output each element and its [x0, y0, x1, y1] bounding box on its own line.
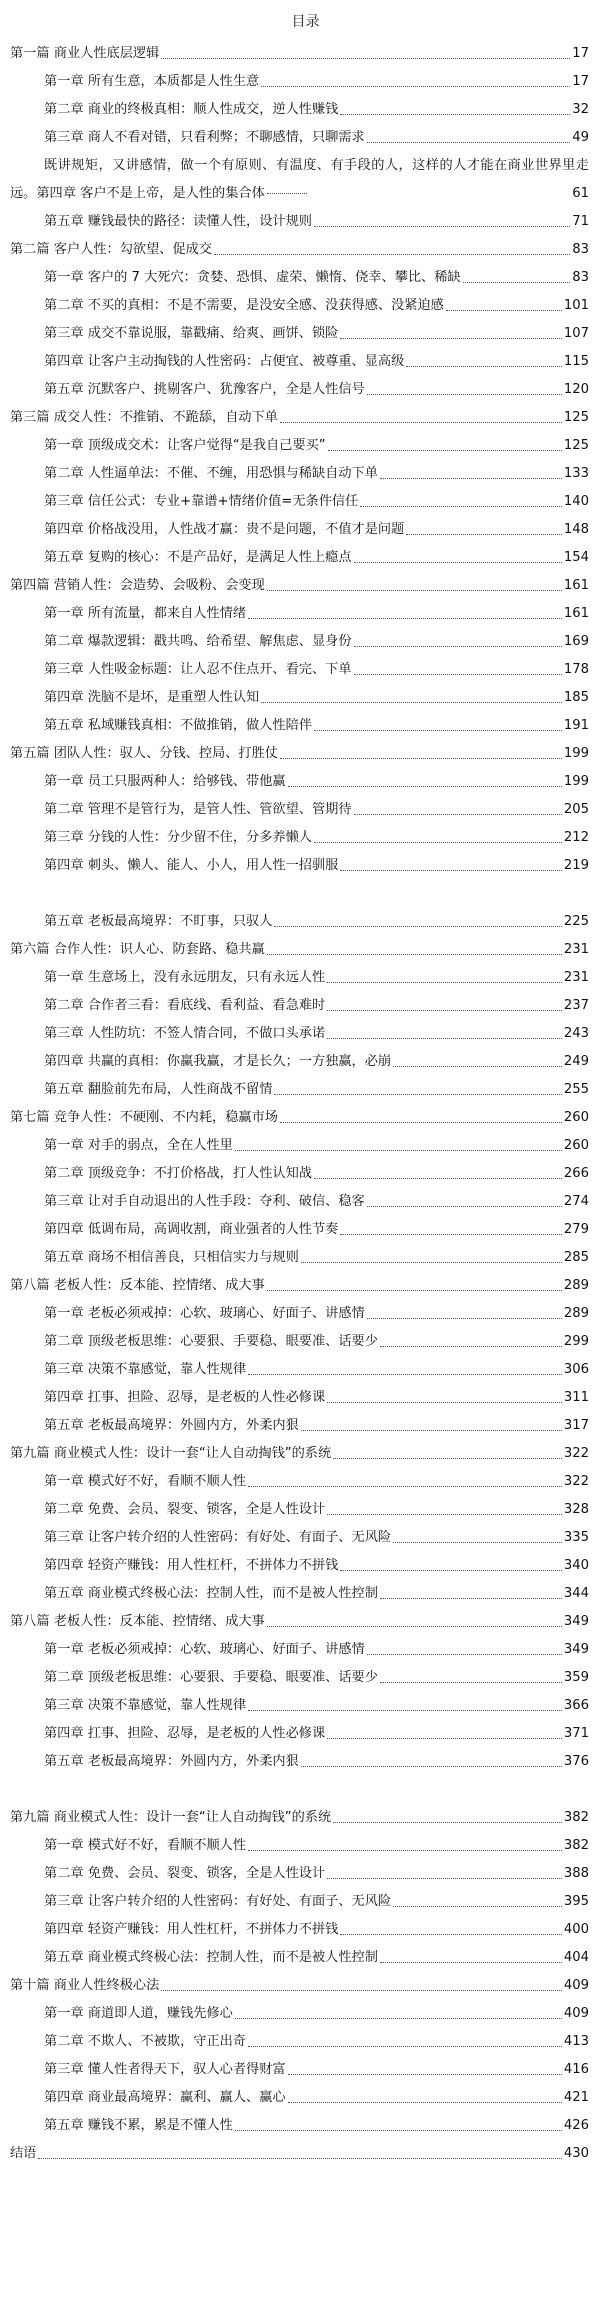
toc-chapter-entry[interactable]: [0, 1412, 589, 1440]
toc-page-number: 225: [563, 914, 589, 929]
toc-entry-text: 第八篇 老板人性：反本能、控情绪、成大事: [10, 1614, 265, 1629]
toc-entry-text: 第五章 赚钱最快的路径：读懂人性，设计规则: [44, 214, 312, 229]
toc-entry-text: 第五章 赚钱不累，累是不懂人性: [44, 2118, 233, 2133]
toc-leader-dots: [393, 1905, 562, 1907]
toc-leader-dots: [380, 1961, 562, 1963]
toc-page-number: 125: [563, 410, 589, 425]
toc-part-entry[interactable]: [0, 236, 589, 264]
toc-entry-text: 第五章 沉默客户、挑剔客户、犹豫客户，全是人性信号: [44, 382, 365, 397]
toc-entry-text: 第一章 客户的 7 大死穴：贪婪、恐惧、虚荣、懒惰、侥幸、攀比、稀缺: [44, 270, 461, 285]
toc-chapter-entry[interactable]: [0, 292, 589, 320]
toc-page-number: 328: [563, 1502, 589, 1517]
toc-leader-dots: [261, 85, 570, 87]
toc-entry-text: 第三章 懂人性者得天下，驭人心者得财富: [44, 2062, 286, 2077]
toc-page-number: 317: [563, 1418, 589, 1433]
toc-gap: [0, 880, 611, 908]
toc-chapter-entry[interactable]: [0, 1496, 589, 1524]
toc-entry-text: 第三章 让对手自动退出的人性手段：夺利、破信、稳客: [44, 1194, 365, 1209]
toc-part-entry[interactable]: [0, 1104, 589, 1132]
toc-entry-text: 第四章 低调布局，高调收割，商业强者的人性节奏: [44, 1222, 339, 1237]
toc-leader-dots: [288, 2073, 562, 2075]
toc-page-number: 274: [563, 1194, 589, 1209]
toc-entry-text: 第四章 轻资产赚钱：用人性杠杆，不拼体力不拼钱: [44, 1558, 339, 1573]
toc-chapter-entry[interactable]: [0, 712, 589, 740]
toc-chapter-entry[interactable]: [0, 600, 589, 628]
toc-page-number: 178: [563, 662, 589, 677]
toc-page-number: 416: [563, 2062, 589, 2077]
toc-entry-text: 第四章 共赢的真相：你赢我赢，才是长久；一方独赢，必崩: [44, 1054, 392, 1069]
toc-leader-dots: [340, 1933, 562, 1935]
toc-page-number: 83: [572, 242, 589, 257]
toc-entry-text: 第二章 爆款逻辑：戳共鸣、给希望、解焦虑、显身份: [44, 634, 352, 649]
toc-page-number: 243: [563, 1026, 589, 1041]
toc-part-entry[interactable]: [0, 936, 589, 964]
toc-entry-text: 第三章 信任公式：专业+靠谱+情绪价值=无条件信任: [44, 494, 359, 509]
toc-chapter-entry[interactable]: [0, 1552, 589, 1580]
toc-leader-dots: [367, 393, 562, 395]
toc-part-entry[interactable]: [0, 572, 589, 600]
toc-leader-dots: [340, 337, 562, 339]
toc-leader-dots: [314, 225, 570, 227]
toc-leader-dots: [248, 2045, 562, 2047]
toc-chapter-entry[interactable]: [0, 628, 589, 656]
toc-entry-text: 第五章 老板最高境界：外圆内方，外柔内狠: [44, 1754, 299, 1769]
toc-page-number: 231: [563, 942, 589, 957]
toc-page-number: 212: [563, 830, 589, 845]
toc-entry-text: 第五章 老板最高境界：不盯事，只驭人: [44, 914, 273, 929]
toc-chapter-entry[interactable]: [0, 964, 589, 992]
toc-page-number: 219: [563, 858, 589, 873]
toc-chapter-entry[interactable]: [0, 992, 589, 1020]
toc-entry-text: 第五章 商业模式终极心法：控制人性，而不是被人性控制: [44, 1950, 378, 1965]
toc-chapter-entry[interactable]: [0, 68, 589, 96]
toc-part-entry[interactable]: [0, 1804, 589, 1832]
toc-page-number: 349: [563, 1642, 589, 1657]
toc-entry-text: 第二章 人性逼单法：不催、不缠，用恐惧与稀缺自动下单: [44, 466, 378, 481]
toc-page-number: 107: [563, 326, 589, 341]
toc-leader-dots: [340, 1233, 562, 1235]
toc-leader-dots: [248, 1485, 562, 1487]
toc-page-number: 413: [563, 2034, 589, 2049]
toc-page-number: 49: [572, 130, 589, 145]
toc-page-number: 260: [563, 1138, 589, 1153]
toc-chapter-entry[interactable]: [0, 1944, 589, 1972]
toc-leader-dots: [314, 1177, 562, 1179]
toc-entry-text: 第五章 翻脸前先布局，人性商战不留情: [44, 1082, 273, 1097]
toc-leader-dots: [380, 477, 562, 479]
toc-entry-text: 第三章 让客户转介绍的人性密码：有好处、有面子、无风险: [44, 1894, 392, 1909]
toc-chapter-entry[interactable]: [0, 2000, 589, 2028]
toc-chapter-entry[interactable]: [0, 1832, 589, 1860]
toc-entry-text: 第一章 所有生意，本质都是人性生意: [44, 74, 260, 89]
toc-entry-text: 第四章 洗脑不是坏，是重塑人性认知: [44, 690, 260, 705]
toc-entry-text: 第三章 人性防坑：不签人情合同，不做口头承诺: [44, 1026, 326, 1041]
toc-page-number: 285: [563, 1250, 589, 1265]
toc-entry-text: 第二篇 客户人性：勾欲望、促成交: [10, 242, 213, 257]
toc-chapter-entry[interactable]: [0, 796, 589, 824]
toc-page-number: 409: [563, 1978, 589, 1993]
toc-leader-dots: [327, 1513, 562, 1515]
toc-page-number: 161: [563, 578, 589, 593]
toc-chapter-entry[interactable]: [0, 1916, 589, 1944]
toc-leader-dots: [267, 953, 562, 955]
toc-entry-text: 结语: [10, 2146, 37, 2161]
toc-leader-dots: [380, 1597, 562, 1599]
toc-page-number: 161: [563, 606, 589, 621]
toc-chapter-entry[interactable]: [0, 2056, 589, 2084]
toc-entry-text: 第二章 顶级老板思维：心要狠、手要稳、眼要准、话要少: [44, 1670, 378, 1685]
toc-page-number: 388: [563, 1866, 589, 1881]
toc-page-number: 71: [572, 214, 589, 229]
toc-leader-dots: [267, 1625, 562, 1627]
toc-page-number: 125: [563, 438, 589, 453]
toc-page-number: 260: [563, 1110, 589, 1125]
toc-page-number: 199: [563, 774, 589, 789]
toc-leader-dots: [393, 1541, 562, 1543]
toc-chapter-entry[interactable]: [0, 1524, 589, 1552]
toc-entry-text: 第五章 复购的核心：不是产品好，是满足人性上瘾点: [44, 550, 352, 565]
toc-leader-dots: [367, 1653, 562, 1655]
toc-page-number: 83: [572, 270, 589, 285]
toc-leader-dots: [333, 1821, 562, 1823]
toc-page-number: 359: [563, 1670, 589, 1685]
toc-chapter-entry[interactable]: [0, 1356, 589, 1384]
toc-page-number: 289: [563, 1278, 589, 1293]
toc-entry-text: 第一章 老板必须戒掉：心软、玻璃心、好面子、讲感情: [44, 1642, 365, 1657]
toc-leader-dots: [314, 729, 562, 731]
toc-entry-text: 第五章 老板最高境界：外圆内方，外柔内狠: [44, 1418, 299, 1433]
toc-leader-dots: [38, 2157, 561, 2159]
toc-chapter-entry[interactable]: [0, 1468, 589, 1496]
toc-chapter-entry[interactable]: [0, 2112, 589, 2140]
toc-page-number: 140: [563, 494, 589, 509]
toc-chapter-entry[interactable]: [0, 1580, 589, 1608]
toc-entry-text: 第二章 免费、会员、裂变、锁客，全是人性设计: [44, 1866, 326, 1881]
toc-page-number: 154: [563, 550, 589, 565]
toc-page-number: 404: [563, 1950, 589, 1965]
toc-chapter-entry[interactable]: [0, 1692, 589, 1720]
toc-chapter-entry[interactable]: [0, 1664, 589, 1692]
toc-entry-text: 第九篇 商业模式人性：设计一套“让人自动掏钱”的系统: [10, 1446, 332, 1461]
toc-page-number: 366: [563, 1698, 589, 1713]
toc-entry-text: 第五章 商场不相信善良，只相信实力与规则: [44, 1250, 299, 1265]
toc-entry-text: 第一篇 商业人性底层逻辑: [10, 46, 160, 61]
toc-leader-dots: [274, 1093, 561, 1095]
toc-leader-dots: [354, 813, 562, 815]
toc-entry-text: 第十篇 商业人性终极心法: [10, 1978, 160, 1993]
toc-page-number: 115: [563, 354, 589, 369]
toc-chapter-entry[interactable]: [0, 348, 589, 376]
toc-leader-dots: [261, 701, 562, 703]
toc-entry-text: 第四章 扛事、担险、忍辱，是老板的人性必修课: [44, 1390, 326, 1405]
toc-leader-dots: [161, 1989, 562, 1991]
toc-part-entry[interactable]: [0, 740, 589, 768]
toc-chapter-entry[interactable]: [0, 768, 589, 796]
toc-chapter-entry[interactable]: [0, 2028, 589, 2056]
toc-page-number: 421: [563, 2090, 589, 2105]
toc-leader-dots: [235, 2129, 562, 2131]
toc-chapter-entry[interactable]: [0, 1860, 589, 1888]
toc-chapter-entry[interactable]: [0, 208, 589, 236]
toc-leader-dots: [463, 281, 571, 283]
toc-page-number: 191: [563, 718, 589, 733]
toc-leader-dots: [327, 981, 562, 983]
toc-leader-dots: [274, 925, 561, 927]
toc-entry-text: 第一章 员工只服两种人：给够钱、带他赢: [44, 774, 286, 789]
toc-entry-text: 第二章 不买的真相：不是不需要，是没安全感、没获得感、没紧迫感: [44, 298, 444, 313]
toc-page-number: 322: [563, 1446, 589, 1461]
toc-page-number: 382: [563, 1810, 589, 1825]
toc-entry-text: 第四章 价格战没用，人性战才赢：贵不是问题，不值才是问题: [44, 522, 405, 537]
toc-chapter-entry[interactable]: [0, 852, 589, 880]
toc-leader-dots: [280, 421, 562, 423]
toc-entry-text: 第四章 扛事、担险、忍辱，是老板的人性必修课: [44, 1726, 326, 1741]
toc-entry-text: 第三章 让客户转介绍的人性密码：有好处、有面子、无风险: [44, 1530, 392, 1545]
toc-leader-dots: [327, 1401, 562, 1403]
toc-entry-text: 第二章 免费、会员、裂变、锁客，全是人性设计: [44, 1502, 326, 1517]
toc-page-number: 148: [563, 522, 589, 537]
toc-chapter-entry[interactable]: [0, 1216, 589, 1244]
toc-chapter-entry[interactable]: [0, 908, 589, 936]
toc-leader-dots: [327, 1737, 562, 1739]
toc-leader-dots: [354, 561, 562, 563]
toc-entry-text: 第四章 刺头、懒人、能人、小人，用人性一招驯服: [44, 858, 339, 873]
toc-page-number: 395: [563, 1894, 589, 1909]
toc-chapter-entry[interactable]: [0, 1160, 589, 1188]
toc-chapter-entry[interactable]: [0, 1384, 589, 1412]
toc-page-number: 306: [563, 1362, 589, 1377]
toc-chapter-entry[interactable]: [0, 1048, 589, 1076]
toc-chapter-entry[interactable]: [0, 544, 589, 572]
toc-page-number: 322: [563, 1474, 589, 1489]
toc-entry-text: 第一章 所有流量，都来自人性情绪: [44, 606, 247, 621]
toc-part-entry[interactable]: [0, 2140, 589, 2168]
toc-page-number: 185: [563, 690, 589, 705]
toc-page-number: 266: [563, 1166, 589, 1181]
toc-entry-text: 第四篇 营销人性：会造势、会吸粉、会变现: [10, 578, 265, 593]
toc-entry-text: 第二章 管理不是管行为，是管人性、管欲望、管期待: [44, 802, 352, 817]
toc-entry-text: 既讲规矩，又讲感情，做一个有原则、有温度、有手段的人，这样的人才能在商业世界里走远。第四章 客户不是上帝，是人性的集合体: [10, 158, 589, 201]
toc-chapter-entry[interactable]: [0, 488, 589, 516]
toc-leader-dots: [380, 1681, 562, 1683]
toc-entry-text: 第三章 人性吸金标题：让人忍不住点开、看完、下单: [44, 662, 352, 677]
toc-leader-dots: [446, 309, 562, 311]
toc-page-number: 120: [563, 382, 589, 397]
toc-page-number: 311: [563, 1390, 589, 1405]
toc-page-number: 237: [563, 998, 589, 1013]
toc-leader-dots: [340, 1569, 562, 1571]
toc-chapter-entry[interactable]: [0, 1076, 589, 1104]
toc-part-entry[interactable]: [0, 1608, 589, 1636]
toc-leader-dots: [288, 2101, 562, 2103]
toc-entry-text: 第三章 决策不靠感觉，靠人性规律: [44, 1362, 247, 1377]
toc-entry-text: 第八篇 老板人性：反本能、控情绪、成大事: [10, 1278, 265, 1293]
toc-chapter-entry[interactable]: [0, 96, 589, 124]
toc-page-number: 430: [563, 2146, 589, 2161]
toc-chapter-entry[interactable]: [0, 684, 589, 712]
toc-leader-dots: [340, 113, 570, 115]
toc-page-number: 205: [563, 802, 589, 817]
toc-page-number: 289: [563, 1306, 589, 1321]
toc-leader-dots: [354, 673, 562, 675]
toc-list: [0, 40, 611, 2168]
toc-leader-dots: [248, 1373, 562, 1375]
toc-chapter-entry[interactable]: [0, 320, 589, 348]
toc-page-number: 340: [563, 1558, 589, 1573]
toc-page-number: 376: [563, 1754, 589, 1769]
toc-chapter-entry[interactable]: [0, 124, 589, 152]
toc-entry-text: 第三章 商人不看对错，只看利弊；不聊感情，只聊需求: [44, 130, 365, 145]
toc-entry-text: 第四章 轻资产赚钱：用人性杠杆，不拼体力不拼钱: [44, 1922, 339, 1937]
toc-leader-dots: [314, 841, 562, 843]
toc-page-number: 349: [563, 1614, 589, 1629]
toc-chapter-entry[interactable]: [0, 1020, 589, 1048]
toc-entry-text: 第六篇 合作人性：识人心、防套路、稳共赢: [10, 942, 265, 957]
toc-page-number: 255: [563, 1082, 589, 1097]
toc-leader-dots: [235, 2017, 562, 2019]
toc-leader-dots: [280, 757, 562, 759]
toc-entry-text: 第三章 决策不靠感觉，靠人性规律: [44, 1698, 247, 1713]
toc-chapter-entry[interactable]: [0, 1300, 589, 1328]
toc-page-number: 61: [572, 186, 589, 201]
toc-gap: [0, 1776, 611, 1804]
toc-chapter-entry[interactable]: [0, 1720, 589, 1748]
toc-chapter-entry[interactable]: [0, 460, 589, 488]
toc-chapter-entry[interactable]: [0, 1188, 589, 1216]
toc-page-number: 279: [563, 1222, 589, 1237]
toc-chapter-entry[interactable]: [0, 1132, 589, 1160]
toc-part-entry[interactable]: [0, 1272, 589, 1300]
toc-entry-text: 第一章 模式好不好，看顺不顺人性: [44, 1838, 247, 1853]
toc-part-entry[interactable]: [0, 1972, 589, 2000]
toc-chapter-entry[interactable]: [0, 1244, 589, 1272]
toc-entry-text: 第三章 成交不靠说服，靠戳痛、给爽、画饼、锁险: [44, 326, 339, 341]
toc-leader-dots: [301, 1261, 562, 1263]
toc-page-number: 426: [563, 2118, 589, 2133]
toc-leader-dots: [301, 1429, 562, 1431]
toc-page-number: 17: [572, 46, 589, 61]
toc-chapter-entry[interactable]: [0, 264, 589, 292]
toc-page-number: 133: [563, 466, 589, 481]
toc-chapter-entry[interactable]: [0, 516, 589, 544]
toc-leader-dots: [327, 1009, 562, 1011]
toc-chapter-entry[interactable]: [0, 1328, 589, 1356]
toc-entry-text: 第一章 模式好不好，看顺不顺人性: [44, 1474, 247, 1489]
toc-leader-dots: [367, 141, 571, 143]
toc-page-number: 169: [563, 634, 589, 649]
toc-part-entry[interactable]: [0, 1440, 589, 1468]
toc-paragraph-entry[interactable]: [0, 152, 589, 208]
toc-entry-text: 第二章 合作者三看：看底线、看利益、看急难时: [44, 998, 326, 1013]
toc-chapter-entry[interactable]: [0, 2084, 589, 2112]
toc-leader-dots: [354, 645, 562, 647]
toc-page-number: 199: [563, 746, 589, 761]
toc-entry-text: 第五章 私域赚钱真相：不做推销，做人性陪伴: [44, 718, 312, 733]
toc-leader-dots: [248, 1849, 562, 1851]
toc-leader-dots: [267, 193, 307, 194]
toc-chapter-entry[interactable]: [0, 1748, 589, 1776]
toc-page-number: 101: [563, 298, 589, 313]
toc-entry-text: 第四章 商业最高境界：赢利、赢人、赢心: [44, 2090, 286, 2105]
toc-leader-dots: [327, 1877, 562, 1879]
toc-entry-text: 第五篇 团队人性：驭人、分钱、控局、打胜仗: [10, 746, 278, 761]
toc-chapter-entry[interactable]: [0, 376, 589, 404]
toc-entry-text: 第二章 商业的终极真相：顺人性成交，逆人性赚钱: [44, 102, 339, 117]
toc-entry-text: 第九篇 商业模式人性：设计一套“让人自动掏钱”的系统: [10, 1810, 332, 1825]
toc-page-number: 299: [563, 1334, 589, 1349]
toc-page-number: 409: [563, 2006, 589, 2021]
toc-part-entry[interactable]: [0, 404, 589, 432]
toc-entry-text: 第一章 商道即人道，赚钱先修心: [44, 2006, 233, 2021]
toc-chapter-entry[interactable]: [0, 432, 589, 460]
toc-leader-dots: [214, 253, 570, 255]
toc-entry-text: 第二章 顶级老板思维：心要狠、手要稳、眼要准、话要少: [44, 1334, 378, 1349]
toc-chapter-entry[interactable]: [0, 824, 589, 852]
toc-page-number: 249: [563, 1054, 589, 1069]
toc-leader-dots: [161, 57, 570, 59]
toc-entry-text: 第二章 顶级竞争：不打价格战，打人性认知战: [44, 1166, 312, 1181]
toc-page-number: 17: [572, 74, 589, 89]
toc-leader-dots: [280, 1121, 562, 1123]
toc-part-entry[interactable]: [0, 40, 589, 68]
toc-leader-dots: [360, 505, 562, 507]
toc-page-number: 382: [563, 1838, 589, 1853]
toc-leader-dots: [248, 617, 562, 619]
toc-page-number: 344: [563, 1586, 589, 1601]
toc-chapter-entry[interactable]: [0, 1636, 589, 1664]
toc-page-number: 400: [563, 1922, 589, 1937]
toc-leader-dots: [367, 1317, 562, 1319]
toc-leader-dots: [393, 1065, 562, 1067]
toc-entry-text: 第二章 不欺人、不被欺，守正出奇: [44, 2034, 247, 2049]
toc-title: 目录: [291, 14, 320, 30]
toc-entry-text: 第一章 生意场上，没有永远朋友，只有永远人性: [44, 970, 326, 985]
toc-leader-dots: [367, 1205, 562, 1207]
toc-entry-text: 第一章 对手的弱点，全在人性里: [44, 1138, 233, 1153]
toc-leader-dots: [327, 1037, 562, 1039]
toc-page-number: 231: [563, 970, 589, 985]
toc-leader-dots: [406, 533, 562, 535]
toc-leader-dots: [288, 785, 562, 787]
toc-chapter-entry[interactable]: [0, 656, 589, 684]
toc-page-number: 335: [563, 1530, 589, 1545]
toc-entry-text: 第五章 商业模式终极心法：控制人性，而不是被人性控制: [44, 1586, 378, 1601]
toc-leader-dots: [328, 449, 562, 451]
toc-entry-text: 第三篇 成交人性：不推销、不跪舔，自动下单: [10, 410, 278, 425]
toc-leader-dots: [248, 1709, 562, 1711]
toc-leader-dots: [301, 1765, 562, 1767]
toc-chapter-entry[interactable]: [0, 1888, 589, 1916]
toc-entry-text: 第七篇 竞争人性：不硬刚、不内耗，稳赢市场: [10, 1110, 278, 1125]
toc-entry-text: 第一章 顶级成交术：让客户觉得“是我自己要买”: [44, 438, 326, 453]
toc-leader-dots: [340, 869, 562, 871]
toc-leader-dots: [267, 589, 562, 591]
toc-entry-text: 第三章 分钱的人性：分少留不住，分多养懒人: [44, 830, 312, 845]
toc-leader-dots: [406, 365, 562, 367]
toc-leader-dots: [380, 1345, 562, 1347]
toc-leader-dots: [333, 1457, 562, 1459]
toc-page-number: 371: [563, 1726, 589, 1741]
toc-page-number: 32: [572, 102, 589, 117]
toc-leader-dots: [267, 1289, 562, 1291]
toc-leader-dots: [235, 1149, 562, 1151]
toc-entry-text: 第四章 让客户主动掏钱的人性密码：占便宜、被尊重、显高级: [44, 354, 405, 369]
toc-entry-text: 第一章 老板必须戒掉：心软、玻璃心、好面子、讲感情: [44, 1306, 365, 1321]
